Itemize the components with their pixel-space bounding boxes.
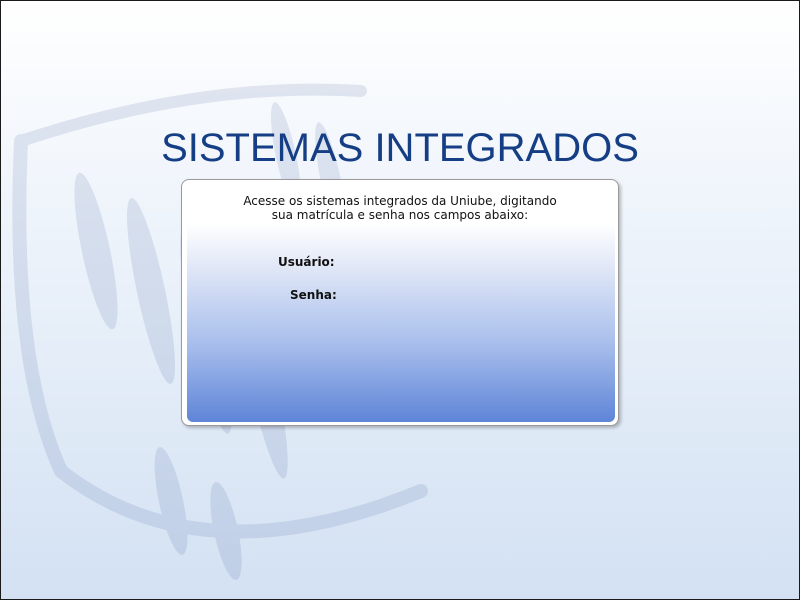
password-input[interactable]	[347, 286, 501, 304]
username-input[interactable]	[345, 253, 499, 271]
login-form-panel	[187, 224, 615, 422]
login-instructions-line-2: sua matrícula e senha nos campos abaixo:	[271, 208, 529, 222]
username-row	[278, 252, 499, 272]
username-label: Usuário:	[278, 255, 335, 269]
page-title: SISTEMAS INTEGRADOS	[161, 126, 639, 170]
login-box	[181, 179, 619, 426]
login-instructions-line-1: Acesse os sistemas integrados da Uniube, digitando	[243, 194, 557, 208]
password-row	[290, 285, 501, 305]
password-label: Senha:	[290, 288, 337, 302]
login-instructions	[202, 194, 598, 222]
